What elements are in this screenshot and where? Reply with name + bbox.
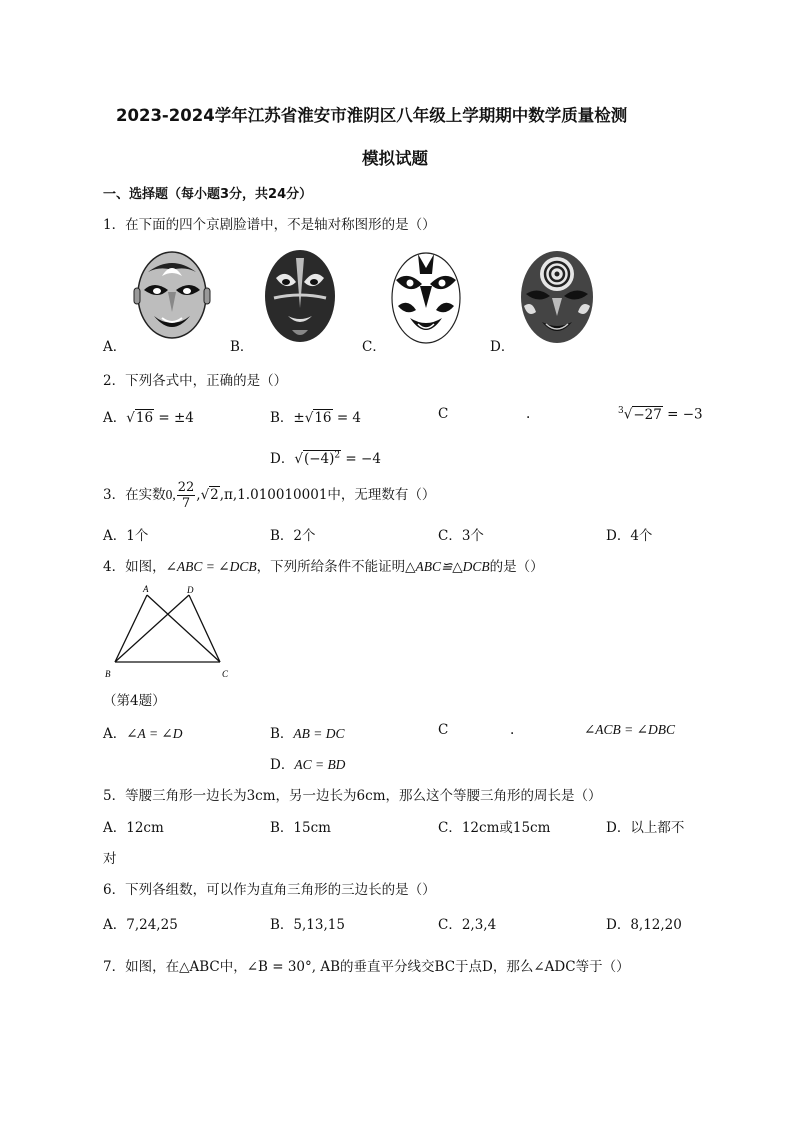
sqrt-icon: √: [294, 451, 303, 467]
q4-a-expr: ∠A = ∠D: [126, 726, 183, 741]
q1-option-d[interactable]: D．: [490, 339, 515, 355]
q2-c-rhs: = −3: [667, 406, 703, 423]
q2-d-exponent: 2: [334, 450, 341, 461]
question-3-text: [103, 478, 435, 512]
question-4-text: [103, 555, 544, 575]
q3-fraction: [177, 480, 196, 511]
q2-option-c-label[interactable]: C: [438, 406, 449, 422]
q4-prefix: 4．如图，: [103, 559, 166, 575]
q4-d-expr: AC = BD: [294, 757, 346, 772]
q5-option-c[interactable]: C．12cm或15cm: [438, 820, 551, 836]
q2-option-d[interactable]: [270, 447, 381, 467]
question-2-text: 2．下列各式中，正确的是（）: [103, 373, 288, 389]
q2-c-root-index: 3: [618, 406, 624, 416]
q3-rest2: ,π,1.010010001: [219, 487, 328, 503]
q3-rest1: ,: [196, 487, 201, 503]
q4-option-d[interactable]: [270, 753, 345, 773]
q3-sqrt-radicand: 2: [210, 487, 219, 503]
q4-d-label: D．: [270, 757, 295, 773]
q2-b-rhs: = 4: [336, 410, 362, 426]
q6-option-b[interactable]: B．5,13,15: [270, 917, 345, 933]
question-1-text: 1．在下面的四个京剧脸谱中，不是轴对称图形的是（）: [103, 217, 436, 233]
q2-a-radicand: 16: [135, 410, 154, 426]
q1-option-a[interactable]: A．: [103, 339, 127, 355]
q2-option-a[interactable]: [103, 406, 194, 426]
q2-d-label: D．: [270, 451, 295, 467]
q4-suffix: 的是（）: [489, 559, 544, 575]
q2-option-c-expr[interactable]: [618, 406, 703, 423]
q2-b-label: B．: [270, 410, 294, 426]
q4-option-a[interactable]: [103, 722, 183, 742]
q3-option-b[interactable]: B．2个: [270, 528, 316, 544]
q6-option-d[interactable]: D．8,12,20: [606, 917, 682, 933]
section-heading: 一、选择题（每小题3分，共24分）: [103, 187, 313, 202]
q5-option-d-wrap: 对: [103, 851, 117, 867]
q4-fig-label-b: B: [105, 669, 111, 679]
q4-a-label: A．: [103, 726, 127, 742]
page-title-line2: 模拟试题: [362, 149, 428, 168]
q4-b-label: B．: [270, 726, 294, 742]
q3-zero: 0,: [165, 487, 176, 502]
q4-option-c-label[interactable]: C: [438, 722, 449, 738]
q4-mid: ，下列所给条件不能证明: [256, 559, 406, 575]
opera-mask-b-image: [262, 248, 338, 344]
q6-option-a[interactable]: A．7,24,25: [103, 917, 178, 933]
q1-option-b[interactable]: B．: [230, 339, 254, 355]
q3-fraction-num: 22: [177, 480, 195, 495]
q5-option-b[interactable]: B．15cm: [270, 820, 331, 836]
q4-fig-label-c: C: [222, 669, 229, 679]
q4-fig-label-d: D: [187, 585, 194, 595]
q3-suffix: 中，无理数有（）: [327, 487, 436, 503]
q4-triangles: △ABC≌△DCB: [405, 559, 490, 574]
q4-figure-caption: （第4题）: [103, 693, 166, 709]
q2-d-radicand: (−4): [303, 451, 335, 467]
q2-b-pm: ±: [293, 410, 305, 426]
sqrt-icon: √: [126, 410, 135, 426]
q3-option-c[interactable]: C．3个: [438, 528, 484, 544]
q4-b-expr: AB = DC: [293, 726, 345, 741]
q2-a-label: A．: [103, 410, 127, 426]
question-7-text: 7．如图，在△ABC中，∠B = 30°, AB的垂直平分线交BC于点D，那么∠ADC等于（）: [103, 959, 630, 975]
q3-option-d[interactable]: D．4个: [606, 528, 653, 544]
q2-option-c-dot: .: [526, 406, 531, 422]
opera-mask-c-image: [388, 250, 464, 346]
q2-option-b[interactable]: [270, 406, 361, 426]
question-6-text: 6．下列各组数，可以作为直角三角形的三边长的是（）: [103, 882, 436, 898]
q1-option-c[interactable]: C．: [362, 339, 386, 355]
page-title-line1: 2023-2024学年江苏省淮安市淮阴区八年级上学期期中数学质量检测: [116, 106, 628, 125]
q2-d-radicand-wrap: [303, 450, 341, 467]
question-5-text: 5．等腰三角形一边长为3cm，另一边长为6cm，那么这个等腰三角形的周长是（）: [103, 788, 602, 804]
q4-option-b[interactable]: [270, 722, 345, 742]
q4-option-c-dot: .: [510, 722, 515, 738]
q6-option-c[interactable]: C．2,3,4: [438, 917, 497, 933]
q2-a-rhs: = ±4: [158, 410, 194, 426]
q4-triangle-figure: [100, 582, 240, 686]
q4-condition: ∠ABC = ∠DCB: [165, 559, 257, 574]
sqrt-icon: √: [304, 410, 314, 426]
q5-option-d[interactable]: D．以上都不: [606, 820, 685, 836]
q3-option-a[interactable]: A．1个: [103, 528, 149, 544]
q2-b-radicand: 16: [314, 410, 332, 426]
q2-c-radicand: −27: [633, 406, 662, 423]
q4-option-c-expr[interactable]: ∠ACB = ∠DBC: [584, 722, 675, 737]
opera-mask-d-image: [518, 248, 596, 346]
q3-fraction-den: 7: [181, 496, 191, 511]
sqrt-icon: √: [200, 487, 210, 503]
sqrt-icon: √: [623, 406, 633, 423]
q2-d-rhs: = −4: [345, 451, 381, 467]
q4-fig-label-a: A: [143, 584, 149, 594]
q5-option-a[interactable]: A．12cm: [103, 820, 164, 836]
q3-prefix: 3．在实数: [103, 487, 166, 503]
opera-mask-a-image: [132, 250, 212, 342]
